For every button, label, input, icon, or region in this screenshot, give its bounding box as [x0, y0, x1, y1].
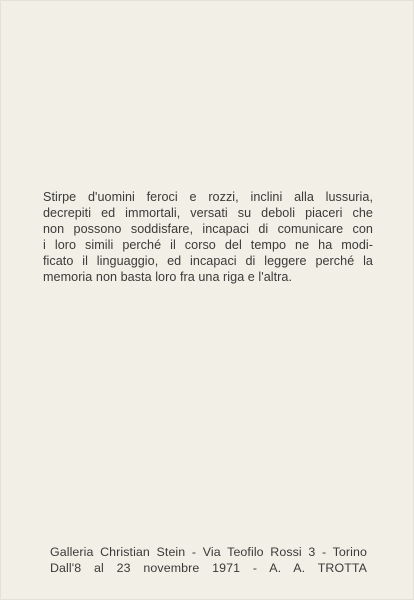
gallery-address: Galleria Christian Stein - Via Teofilo Rossi 3 - Torino	[50, 545, 367, 559]
body-line: decrepiti ed immortali, versati su deboli piaceri che	[43, 206, 373, 220]
body-line: Stirpe d'uomini feroci e rozzi, inclini alla lussuria,	[43, 190, 373, 204]
body-line: i loro simili perché il corso del tempo ne ha modi-	[43, 238, 373, 252]
body-line: memoria non basta loro fra una riga e l'altra.	[43, 270, 293, 284]
body-paragraph	[43, 189, 373, 285]
body-line: ficato il linguaggio, ed incapaci di leggere perché la	[43, 254, 373, 268]
body-line: non possono soddisfare, incapaci di comunicare con	[43, 222, 373, 236]
exhibition-dates-artist: Dall'8 al 23 novembre 1971 - A. A. TROTTA	[50, 561, 367, 575]
